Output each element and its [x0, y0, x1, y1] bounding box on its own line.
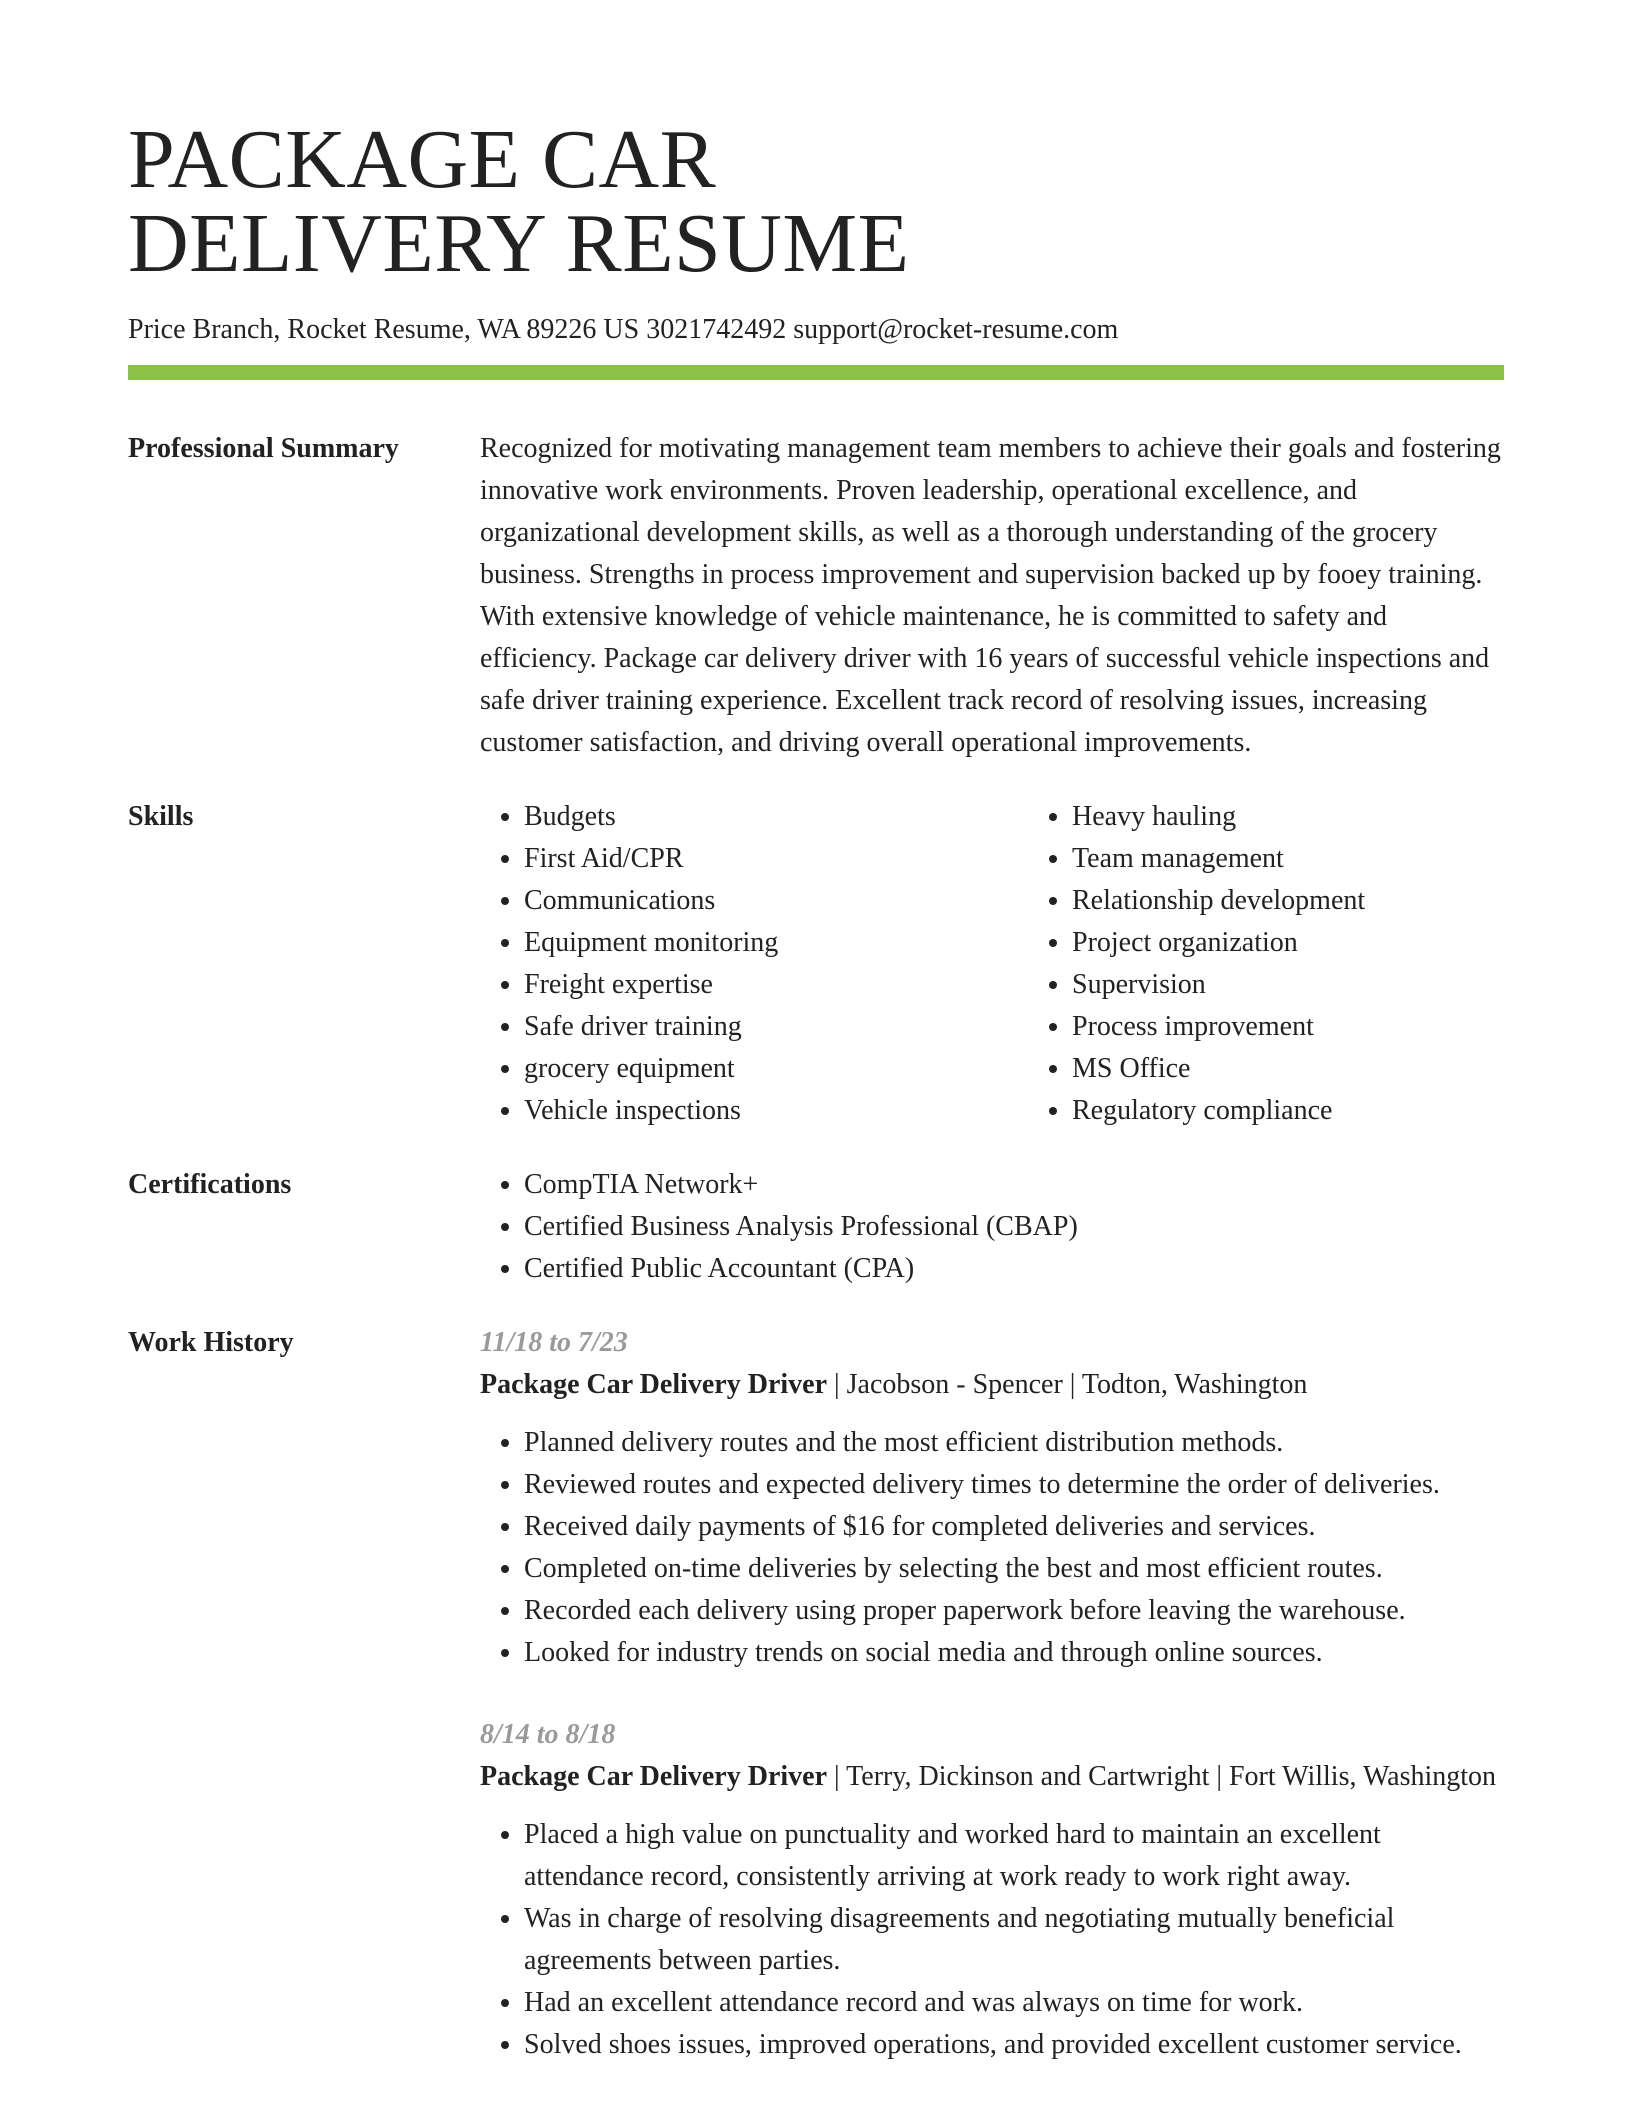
- section-label: Professional Summary: [128, 433, 399, 464]
- certifications-section: [128, 1164, 1504, 1290]
- list-item: • Solved shoes issues, improved operations, and provided excellent customer service.: [524, 2024, 1504, 2066]
- job-heading: [480, 1756, 1504, 1798]
- list-item: • grocery equipment: [524, 1048, 1028, 1090]
- list-item: • Regulatory compliance: [1072, 1090, 1576, 1132]
- list-item: • Certified Public Accountant (CPA): [524, 1248, 1504, 1290]
- job-dates: 8/14 to 8/18: [480, 1719, 616, 1750]
- resume-title: [128, 113, 1504, 290]
- list-item: • Team management: [1072, 838, 1576, 880]
- list-item: • Budgets: [524, 796, 1028, 838]
- list-item: • Relationship development: [1072, 880, 1576, 922]
- skills-section: [128, 796, 1504, 1132]
- header-divider: [128, 365, 1504, 380]
- list-item: • Placed a high value on punctuality and worked hard to maintain an excellent attendance record, consistently arriving at work ready to work right away.: [524, 1814, 1504, 1898]
- job-entry: [480, 1322, 1504, 1674]
- list-item: • Reviewed routes and expected delivery times to determine the order of deliveries.: [524, 1464, 1504, 1506]
- contact-line: Price Branch, Rocket Resume, WA 89226 US 3021742492 support@rocket-resume.com: [128, 314, 1119, 345]
- job-title: Package Car Delivery Driver: [480, 1369, 828, 1400]
- list-item: • MS Office: [1072, 1048, 1576, 1090]
- section-label: Certifications: [128, 1169, 292, 1200]
- section-label: Skills: [128, 801, 194, 832]
- list-item: • Received daily payments of $16 for completed deliveries and services.: [524, 1506, 1504, 1548]
- list-item: • Heavy hauling: [1072, 796, 1576, 838]
- list-item: • Freight expertise: [524, 964, 1028, 1006]
- job-bullets: [480, 1422, 1504, 1674]
- list-item: • CompTIA Network+: [524, 1164, 1504, 1206]
- list-item: • Planned delivery routes and the most efficient distribution methods.: [524, 1422, 1504, 1464]
- list-item: • Had an excellent attendance record and was always on time for work.: [524, 1982, 1504, 2024]
- certifications-list: [480, 1164, 1504, 1290]
- job-dates: 11/18 to 7/23: [480, 1327, 628, 1358]
- job-bullets: [480, 1814, 1504, 2066]
- list-item: • Communications: [524, 880, 1028, 922]
- list-item: • Recorded each delivery using proper paperwork before leaving the warehouse.: [524, 1590, 1504, 1632]
- list-item: • Completed on-time deliveries by selecting the best and most efficient routes.: [524, 1548, 1504, 1590]
- job-title: Package Car Delivery Driver: [480, 1761, 828, 1792]
- professional-summary-section: [128, 428, 1504, 764]
- resume-page: [128, 113, 1504, 2066]
- title-line-1: PACKAGE CAR: [128, 113, 717, 206]
- job-entry: [480, 1714, 1504, 2066]
- list-item: • Safe driver training: [524, 1006, 1028, 1048]
- list-item: • Supervision: [1072, 964, 1576, 1006]
- list-item: • Certified Business Analysis Professional (CBAP): [524, 1206, 1504, 1248]
- section-label: Work History: [128, 1327, 294, 1358]
- job-details: | Jacobson - Spencer | Todton, Washington: [827, 1369, 1308, 1400]
- job-details: | Terry, Dickinson and Cartwright | Fort Willis, Washington: [827, 1761, 1497, 1792]
- job-heading: [480, 1364, 1504, 1406]
- skills-list-2: [1028, 796, 1576, 1132]
- summary-text: Recognized for motivating management team members to achieve their goals and fostering innovative work environments. Proven leadership, operational excellence, and organizational development skills, as well as a thorough understanding of the grocery business. Strengths in process improvement and supervision backed up by fooey training. With extensive knowledge of vehicle maintenance, he is committed to safety and efficiency. Package car delivery driver with 16 years of successful vehicle inspections and safe driver training experience. Excellent track record of resolving issues, increasing customer satisfaction, and driving overall operational improvements.: [480, 433, 1501, 758]
- work-history-section: [128, 1322, 1504, 2066]
- list-item: • Process improvement: [1072, 1006, 1576, 1048]
- title-line-2: DELIVERY RESUME: [128, 197, 910, 290]
- list-item: • Was in charge of resolving disagreements and negotiating mutually beneficial agreements between parties.: [524, 1898, 1504, 1982]
- list-item: • Project organization: [1072, 922, 1576, 964]
- list-item: • Vehicle inspections: [524, 1090, 1028, 1132]
- list-item: • Looked for industry trends on social media and through online sources.: [524, 1632, 1504, 1674]
- list-item: • First Aid/CPR: [524, 838, 1028, 880]
- skills-list-1: [480, 796, 1028, 1132]
- list-item: • Equipment monitoring: [524, 922, 1028, 964]
